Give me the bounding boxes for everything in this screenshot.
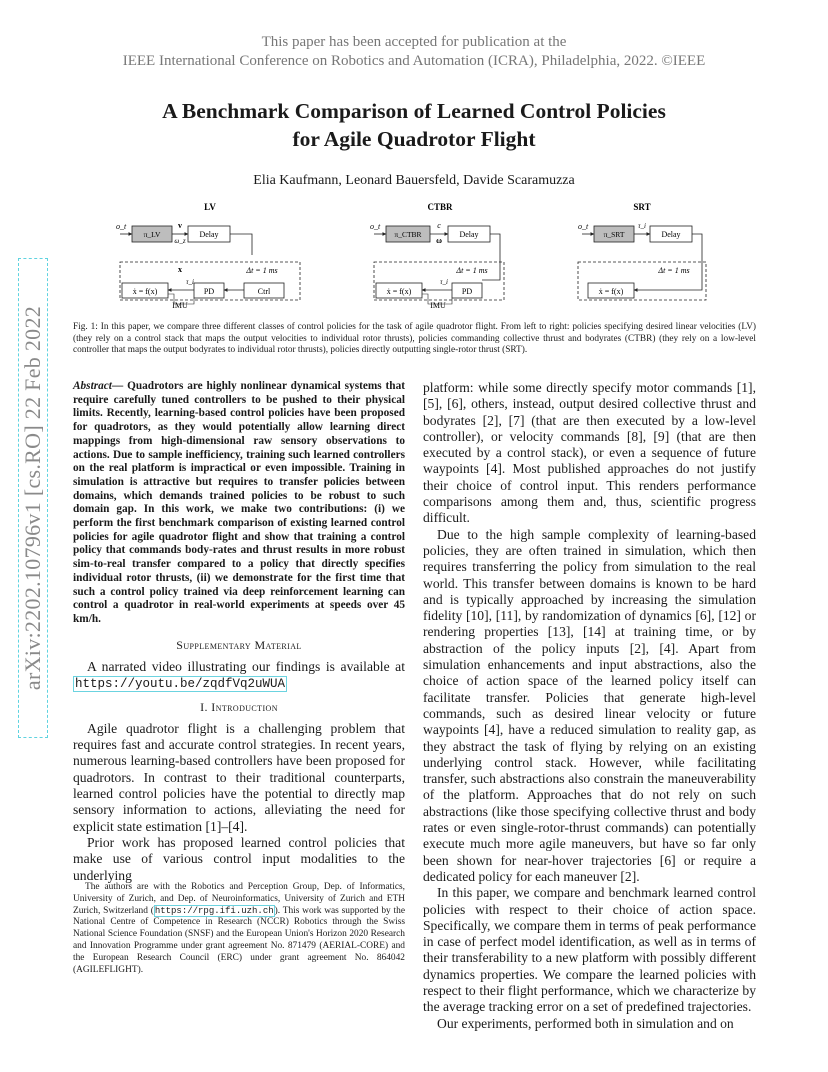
panel-lv xyxy=(116,202,300,310)
srt-obs-label: o_t xyxy=(578,222,589,231)
lv-ctrl-label: Ctrl xyxy=(257,287,271,296)
srt-dt-label: Δt = 1 ms xyxy=(658,266,690,275)
srt-output-label: τ_i xyxy=(638,222,646,230)
right-paragraph-4: Our experiments, performed both in simulation and on xyxy=(437,1015,734,1031)
srt-state-label: ẋ = f(x) xyxy=(598,287,624,296)
panel-ctbr xyxy=(370,202,504,310)
footnote-paragraph xyxy=(73,882,405,976)
ctbr-tau-label: τ_i xyxy=(440,278,448,286)
ctbr-pd-label: PD xyxy=(461,287,473,296)
right-paragraph-2: Due to the high sample complexity of learning-based policies, they are often trained in simulation, which then requires transferring the policy from simulation to the real world. This transfer between domains is known to be hard and is typically approached by increasing the simulation fidelity [10], [11], by randomization of dynamics [6], [12] or rendering properties [13], [14] at training time, or by abstraction of the policy inputs [2], [4]. Apart from simulation enhancements and input abstractions, also the choice of action space of the learned policy itself can facilitate transfer. Policies that generate high-level commands, such as desired linear velocity or future waypoints [4], have a reduced simulation to reality gap, as they abstract the task of flying by relying on an existing underlying control stack. However, while facilitating transfer, such abstractions also constrain the maneuverability of the platform. Approaches that do not rely on such abstractions (like those specifying collective thrust and body rates or even single-rotor-thrust commands) can potentially execute much more agile maneuvers, but have so far only been shown for near-hover trajectories [6] or require a dedicated policy for each maneuver [2]. xyxy=(423,526,756,884)
abstract-text: — Quadrotors are highly nonlinear dynamical systems that require carefully tuned controllers to be pushed to their physical limits. Recently, learning-based control policies have been proposed for quadrotors, as they would potentially allow learning direct mappings from high-dimensional raw sensory observations to actions. Due to sample inefficiency, training such learned controllers on the real platform is impractical or even impossible. Training in simulation is attractive but requires to transfer policies between domains, which demands trained policies to be robust to such domain gap. In this work, we make two contributions: (i) we perform the first benchmark comparison of existing learned control policies for agile quadrotor flight and show that training a control policy that commands body-rates and thrust results in more robust sim-to-real transfer compared to a policy that directly specifies individual rotor thrusts, (ii) we demonstrate for the first time that such a control policy trained via deep reinforcement learning can control a quadrotor in real-world experiments at speeds over 45 km/h. xyxy=(73,380,405,625)
affiliation-footnote xyxy=(73,882,405,976)
introduction-heading: I. Introduction xyxy=(200,699,278,714)
ctbr-state-label: ẋ = f(x) xyxy=(386,287,412,296)
ctbr-obs-label: o_t xyxy=(370,222,381,231)
footnote-text-2: ). This work was supported by the National Centre of Competence in Research (NCCR) Robotics through the Swiss National Science Foundation (SNSF) and the European Union's Horizon 2020 Research and Innovation Programme under grant agreement No. 871479 (AERIAL-CORE) and the European Research Council (ERC) under grant agreement No. 864042 (AGILEFLIGHT). xyxy=(73,905,405,975)
abstract-label: Abstract xyxy=(73,380,112,392)
lv-dt-label: Δt = 1 ms xyxy=(246,266,278,275)
arxiv-stamp-text: arXiv:2202.10796v1 [cs.RO] 22 Feb 2022 xyxy=(20,305,45,691)
figure-1-diagram xyxy=(112,200,716,314)
panel-ctbr-heading: CTBR xyxy=(427,202,453,212)
ctbr-policy-label: π_CTBR xyxy=(394,230,422,239)
intro-paragraph-1: Agile quadrotor flight is a challenging problem that requires fast and accurate control strategies. In recent years, numerous learning-based controllers have been proposed for quadrotors. In contrast to their traditional counterparts, learned control policies have the potential to directly map sensory information to actions, alleviating the need for explicit state estimation [1]–[4]. xyxy=(73,720,405,834)
right-paragraph-3: In this paper, we compare and benchmark learned control policies with respect to their choice of action space. Specifically, we compare them in terms of peak performance in case of perfect model identification, as well as in terms of their transferability to a new platform with possibly different dynamics properties. We compare the learned policies with respect to their flight performance, which we characterize by the average tracking error on a set of predefined trajectories. xyxy=(423,885,756,1015)
lv-imu-label: IMU xyxy=(172,301,188,310)
publication-notice xyxy=(0,33,828,71)
lv-obs-label: o_t xyxy=(116,222,127,231)
ctbr-delay-label: Delay xyxy=(459,230,479,239)
lv-tau-label: τ_i xyxy=(186,278,194,286)
right-column xyxy=(423,380,756,1032)
intro-paragraph-2: Prior work has proposed learned control policies that make use of various control input modalities to the underlying xyxy=(73,834,405,883)
notice-line-1: This paper has been accepted for publication at the xyxy=(261,34,567,50)
figure-1-caption: Fig. 1: In this paper, we compare three different classes of control policies for the task of agile quadrotor flight. From left to right: policies specifying desired linear velocities (LV) (they rely on a control stack that maps the output velocities to individual rotor thrusts), policies commanding collective thrust and bodyrates (CTBR) (they rely on a low-level controller that maps the output bodyrates to individual rotor thrusts), policies directly outputting single-rotor thrust (SRT). xyxy=(73,322,756,356)
lv-x-label: x xyxy=(178,265,182,274)
title-line-2: for Agile Quadrotor Flight xyxy=(292,127,536,151)
lv-state-label: ẋ = f(x) xyxy=(132,287,158,296)
abstract xyxy=(73,380,405,627)
title-line-1: A Benchmark Comparison of Learned Control Policies xyxy=(162,99,666,123)
ctbr-imu-label: IMU xyxy=(430,301,446,310)
ctbr-output-label: c xyxy=(437,221,441,230)
ctbr-output-sub-label: ω xyxy=(436,236,442,245)
srt-policy-label: π_SRT xyxy=(603,230,625,239)
video-link[interactable]: https://youtu.be/zqdfVq2uWUA xyxy=(75,677,286,692)
author-list: Elia Kaufmann, Leonard Bauersfeld, Davide Scaramuzza xyxy=(253,173,575,188)
lv-output-sub-label: ω_z xyxy=(174,237,186,245)
supplementary-sentence: A narrated video illustrating our findings is available at xyxy=(87,658,405,674)
lv-policy-label: π_LV xyxy=(143,230,161,239)
notice-line-2: IEEE International Conference on Robotics and Automation (ICRA), Philadelphia, 2022. ©IEEE xyxy=(122,53,706,69)
supplementary-text xyxy=(73,659,405,693)
arxiv-stamp[interactable] xyxy=(18,258,48,738)
right-paragraph-1: platform: while some directly specify motor commands [1], [5], [6], others, instead, output desired collective thrust and bodyrates [2], [7] (that are then executed by a low-level controller), or velocity commands [8], [9] (that are then executed by a control stack), or even a sequence of future waypoints [4]. Most published approaches do not justify their choice of control input. This renders performance comparisons among them and, thus, scientific progress difficult. xyxy=(423,380,756,526)
lab-website-link[interactable]: https://rpg.ifi.uzh.ch xyxy=(154,905,274,916)
panel-srt xyxy=(578,202,706,300)
srt-delay-label: Delay xyxy=(661,230,681,239)
lv-delay-label: Delay xyxy=(199,230,219,239)
panel-lv-heading: LV xyxy=(204,202,216,212)
paper-title xyxy=(0,97,828,153)
lv-output-label: v xyxy=(178,221,182,230)
supplementary-heading: Supplementary Material xyxy=(176,637,302,652)
left-column xyxy=(73,380,405,884)
footnote-text-1: The authors are with the Robotics and Perception Group, Dep. of Informatics, University of Zurich, and Dep. of Neuroinformatics, University of Zurich and ETH Zurich, Switzerland ( xyxy=(73,882,405,916)
lv-pd-label: PD xyxy=(203,287,215,296)
ctbr-dt-label: Δt = 1 ms xyxy=(456,266,488,275)
panel-srt-heading: SRT xyxy=(633,202,651,212)
